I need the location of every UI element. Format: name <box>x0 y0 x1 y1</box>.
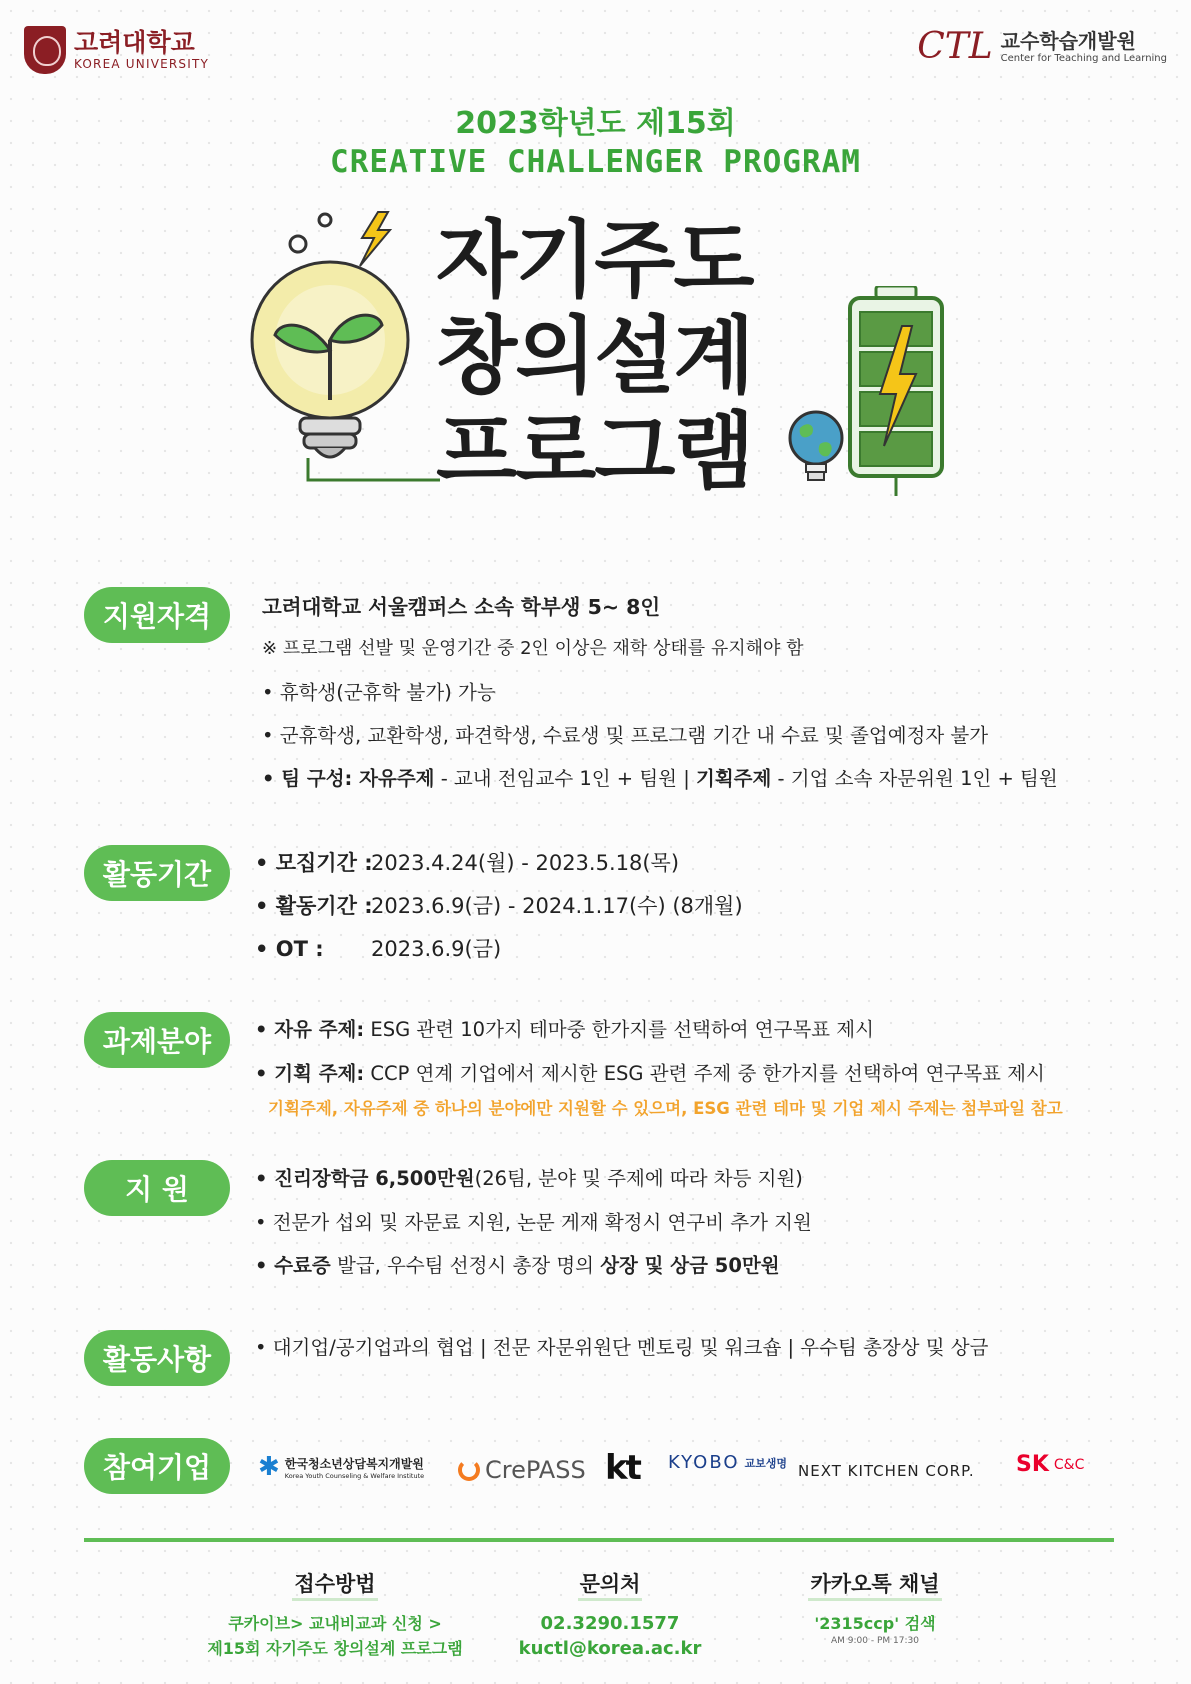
tag-topics: 과제분야 <box>84 1012 230 1068</box>
kyobo-name: KYOBO <box>668 1452 740 1473</box>
footer-contact-heading: 문의처 <box>578 1568 643 1601</box>
support-expert: • 전문가 섭외 및 자문료 지원, 논문 게재 확정시 연구비 추가 지원 <box>255 1211 812 1234</box>
ctl-mark: CTL <box>917 26 993 67</box>
kyci-logo-icon: ✱ <box>258 1452 280 1482</box>
lightbulb-sprout-icon <box>250 200 440 530</box>
period-ot-label: • OT : <box>255 937 324 961</box>
footer-email: kuctl@korea.ac.kr <box>518 1638 702 1659</box>
ku-eng-name: KOREA UNIVERSITY <box>74 57 210 71</box>
korea-university-logo <box>24 26 209 74</box>
kyci-sub: Korea Youth Counseling & Welfare Institute <box>284 1471 425 1480</box>
team-planned-detail: - 기업 소속 자문위원 1인 + 팀원 <box>771 767 1058 790</box>
team-planned-label: 기획주제 <box>695 767 772 790</box>
eligibility-line-1: 고려대학교 서울캠퍼스 소속 학부생 5~ 8인 <box>262 595 661 619</box>
support-scholarship-detail: (26팀, 분야 및 주제에 따라 차등 지원) <box>474 1167 803 1190</box>
partner-crepass <box>458 1456 586 1484</box>
partner-kt <box>605 1448 640 1488</box>
title-year: 2023학년도 제15회 <box>455 106 736 141</box>
footer-kakao-heading: 카카오톡 채널 <box>808 1568 941 1601</box>
kt-name: kt <box>605 1448 640 1488</box>
tag-partners: 참여기업 <box>84 1438 230 1494</box>
support-cert-detail: 발급, 우수팀 선정시 총장 명의 <box>330 1254 601 1277</box>
period-ot <box>255 936 501 962</box>
topics-planned <box>255 1061 1045 1087</box>
period-ot-value: 2023.6.9(금) <box>371 937 502 961</box>
partner-next-kitchen <box>798 1462 975 1480</box>
ctl-name: 교수학습개발원 <box>1000 29 1136 53</box>
ctl-logo <box>917 26 1167 67</box>
footer-kakao <box>760 1568 990 1646</box>
kyobo-sub: 교보생명 <box>744 1456 788 1470</box>
tag-activities: 활동사항 <box>84 1330 230 1386</box>
period-recruit-label: • 모집기간 : <box>255 851 373 875</box>
topics-planned-label: • 기획 주제: <box>255 1062 365 1085</box>
footer-contact <box>480 1568 740 1661</box>
topics-note: 기획주제, 자유주제 중 하나의 분야에만 지원할 수 있으며, ESG 관련 테마 및 기업 제시 주제는 첨부파일 참고 <box>268 1099 1063 1118</box>
partner-kyobo <box>668 1452 787 1473</box>
topics-free-label: • 자유 주제: <box>255 1018 365 1041</box>
main-title-line-2: 창의설계 <box>436 307 753 405</box>
sk-name: SK <box>1016 1452 1049 1477</box>
title-program: CREATIVE CHALLENGER PROGRAM <box>330 144 861 180</box>
main-title-line-1: 자기주도 <box>436 211 753 309</box>
crepass-logo-icon <box>458 1459 480 1481</box>
tag-support: 지 원 <box>84 1160 230 1216</box>
main-title <box>436 212 753 500</box>
activities-line: • 대기업/공기업과의 협업 | 전문 자문위원단 멘토링 및 워크숍 | 우수팀 총장상 및 상금 <box>255 1336 989 1359</box>
partner-sk-cc <box>1016 1452 1084 1477</box>
period-activity-label: • 활동기간 : <box>255 894 373 918</box>
eligibility-line-4: • 군휴학생, 교환학생, 파견학생, 수료생 및 프로그램 기간 내 수료 및 졸업예정자 불가 <box>262 724 989 747</box>
footer-apply-line-2: 제15회 자기주도 창의설계 프로그램 <box>207 1639 463 1658</box>
earth-bulb-icon <box>786 408 846 488</box>
team-label: • 팀 구성: 자유주제 <box>262 767 435 790</box>
kyci-name: 한국청소년상담복지개발원 <box>284 1456 424 1471</box>
tag-eligibility: 지원자격 <box>84 587 230 643</box>
ku-name: 고려대학교 <box>74 28 195 57</box>
footer-apply <box>180 1568 490 1661</box>
battery-icon <box>846 286 946 496</box>
partner-kyci <box>258 1452 424 1482</box>
support-cert-label: • 수료증 <box>255 1254 331 1277</box>
eligibility-line-2: ※ 프로그램 선발 및 운영기간 중 2인 이상은 재학 상태를 유지해야 함 <box>262 638 804 659</box>
period-recruit-value: 2023.4.24(월) - 2023.5.18(목) <box>371 851 680 875</box>
topics-planned-detail: CCP 연계 기업에서 제시한 ESG 관련 주제 중 한가지를 선택하여 연구목표 제시 <box>364 1062 1045 1085</box>
topics-free <box>255 1017 874 1043</box>
footer-kakao-search: '2315ccp' 검색 <box>814 1614 936 1633</box>
period-activity-value: 2023.6.9(금) - 2024.1.17(수) (8개월) <box>371 894 743 918</box>
footer-kakao-hours: AM 9:00 - PM 17:30 <box>831 1636 919 1646</box>
period-recruit <box>255 850 679 876</box>
crepass-name: CrePASS <box>485 1456 586 1484</box>
team-free-detail: - 교내 전임교수 1인 + 팀원 | <box>434 767 696 790</box>
footer-phone: 02.3290.1577 <box>540 1613 680 1634</box>
sk-sub: C&C <box>1053 1456 1085 1473</box>
tag-period: 활동기간 <box>84 845 230 901</box>
period-activity <box>255 893 743 919</box>
footer-apply-line-1: 쿠카이브> 교내비교과 신청 > <box>228 1614 442 1633</box>
support-scholarship <box>255 1166 803 1192</box>
eligibility-line-5 <box>262 766 1058 792</box>
support-scholarship-label: • 진리장학금 6,500만원 <box>255 1167 475 1190</box>
divider <box>84 1538 1114 1542</box>
footer-apply-heading: 접수방법 <box>292 1568 377 1601</box>
support-prize: 상장 및 상금 50만원 <box>600 1254 780 1277</box>
eligibility-line-3: • 휴학생(군휴학 불가) 가능 <box>262 681 496 704</box>
ku-crest-icon <box>24 26 66 74</box>
main-title-line-3: 프로그램 <box>436 403 753 501</box>
topics-free-detail: ESG 관련 10가지 테마중 한가지를 선택하여 연구목표 제시 <box>364 1018 874 1041</box>
support-certificate <box>255 1253 780 1279</box>
ctl-eng-name: Center for Teaching and Learning <box>1000 53 1167 64</box>
next-kitchen-name: NEXT KITCHEN CORP. <box>798 1462 975 1480</box>
